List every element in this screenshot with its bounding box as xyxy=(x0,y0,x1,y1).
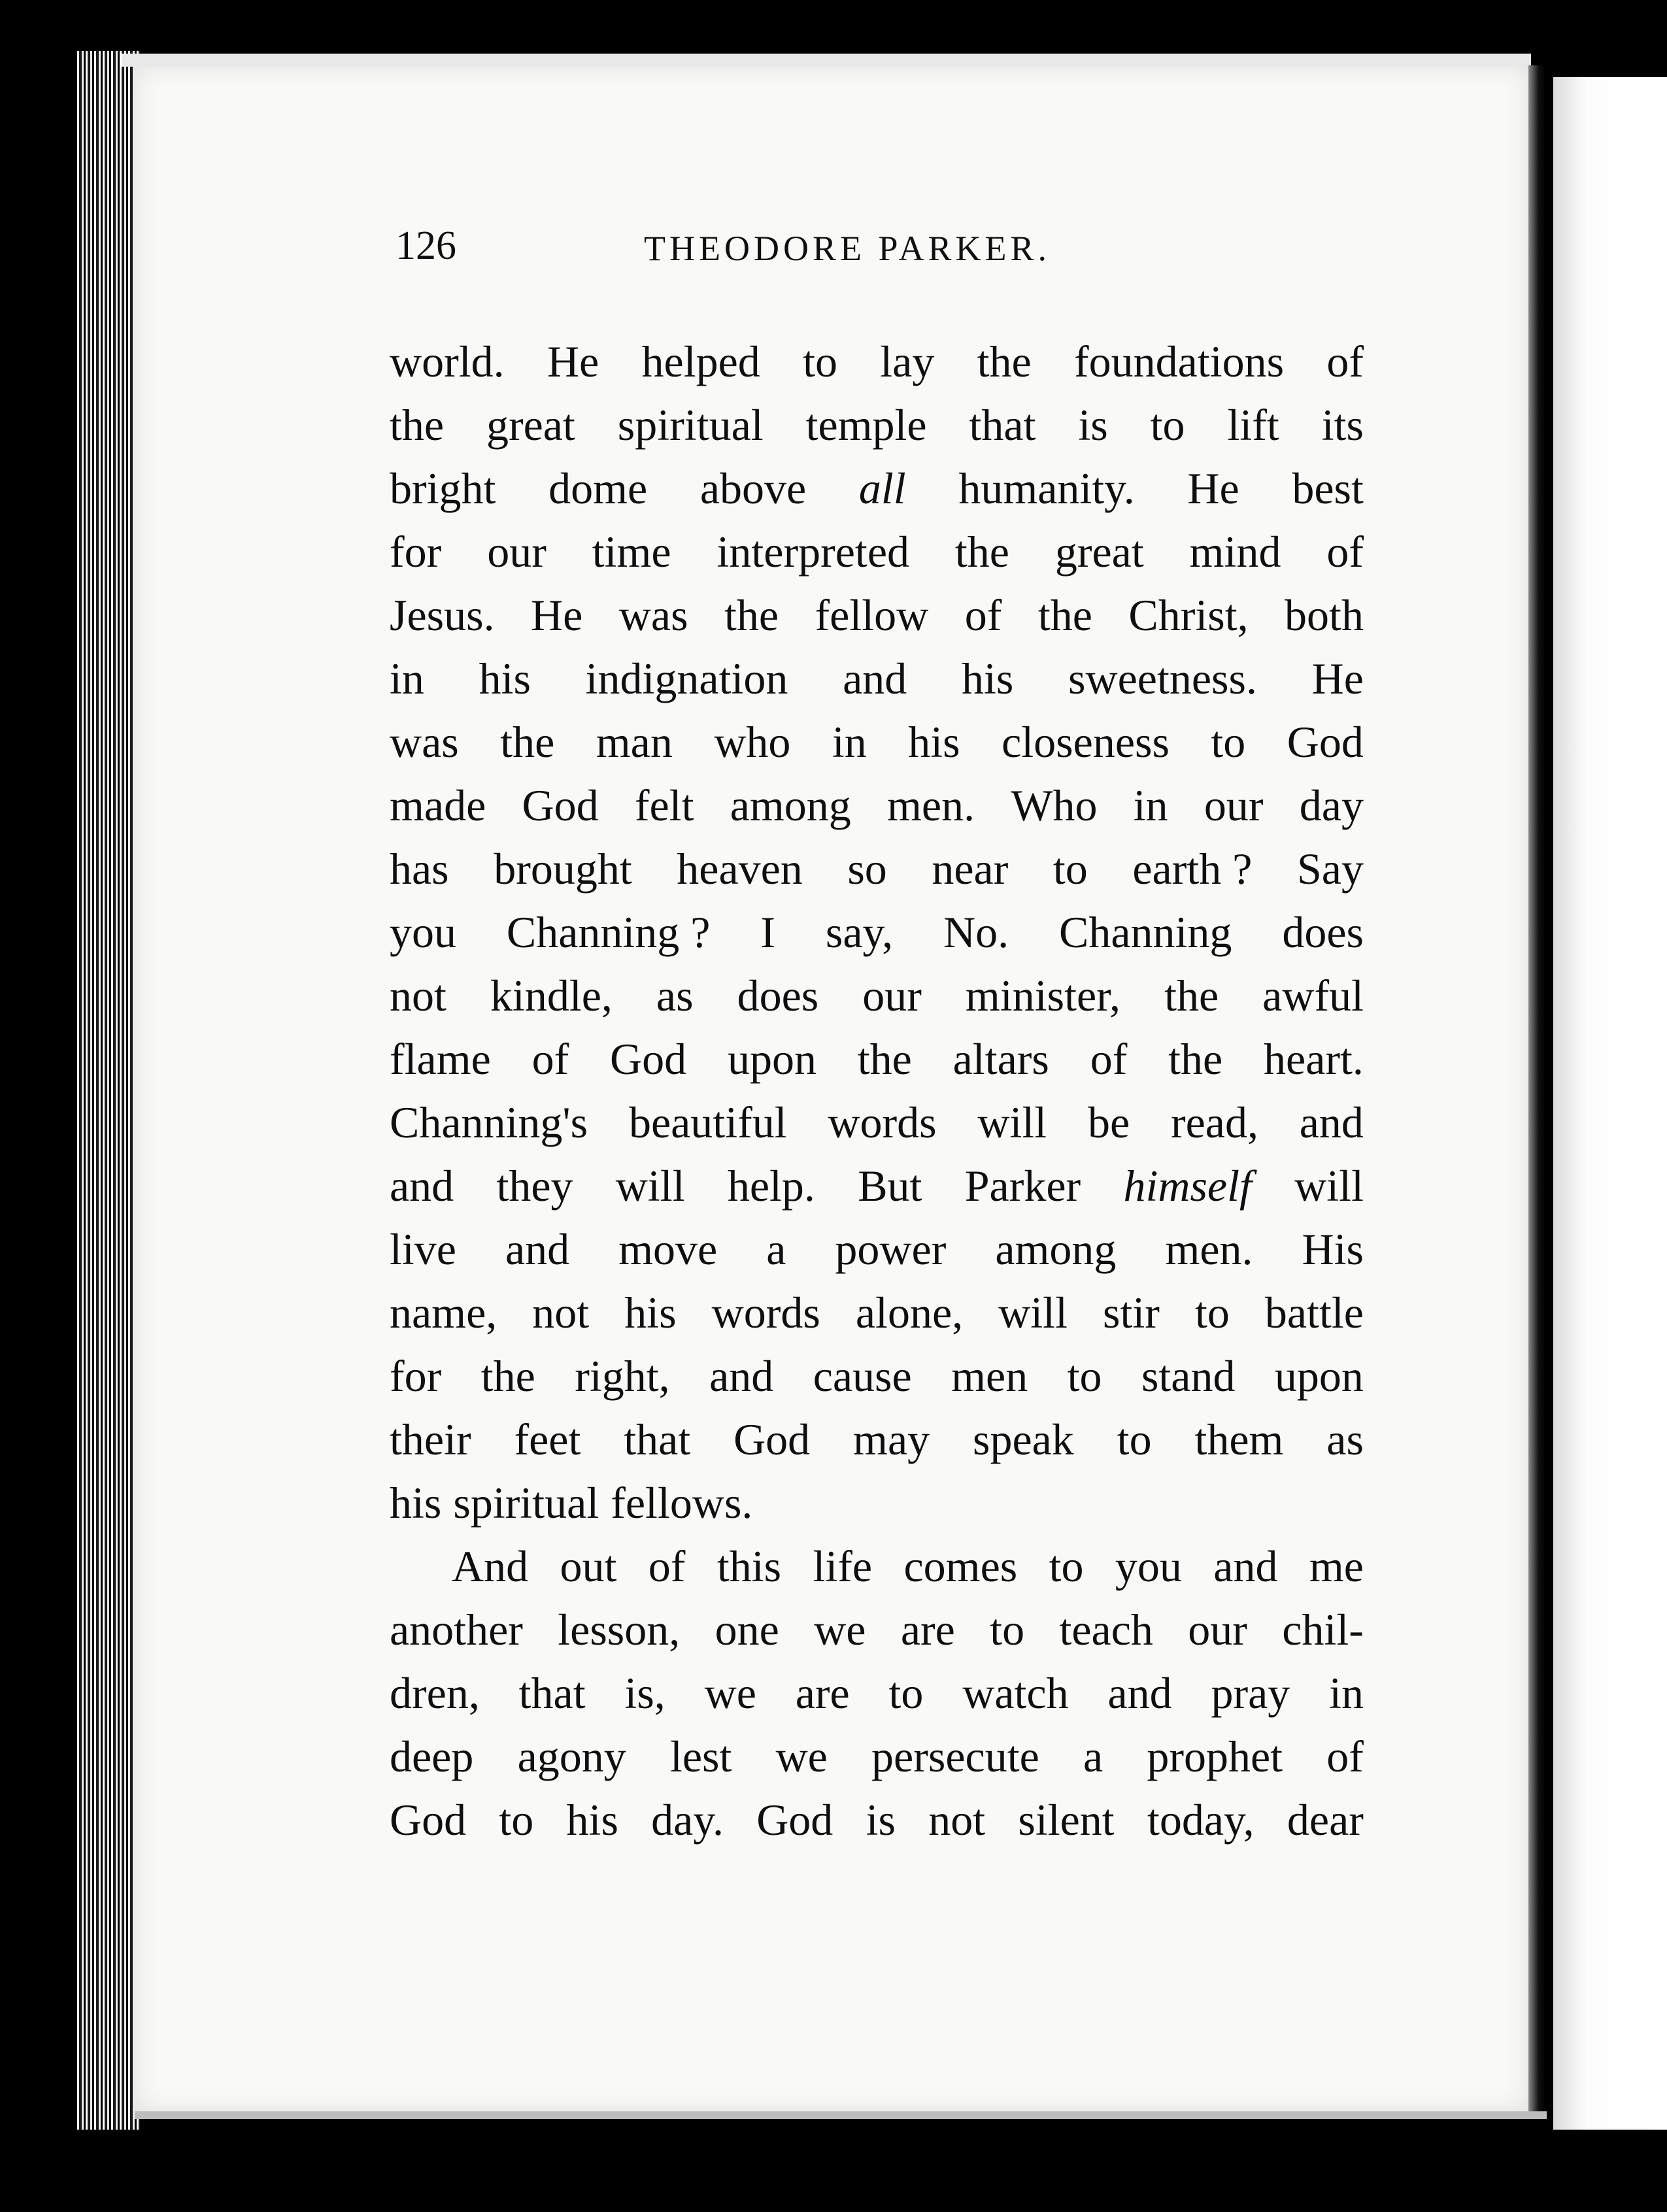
word: flame xyxy=(390,1034,491,1084)
word: not xyxy=(928,1795,986,1845)
word: right, xyxy=(575,1351,670,1401)
word: God xyxy=(1287,717,1364,767)
word: cause xyxy=(813,1351,912,1401)
word: lesson, xyxy=(558,1605,681,1654)
word: awful xyxy=(1262,971,1364,1020)
word: He xyxy=(531,590,583,640)
word: not xyxy=(390,971,446,1020)
paragraph xyxy=(390,1535,1364,1852)
word: indignation xyxy=(585,654,788,703)
word: to xyxy=(1194,1288,1230,1337)
word: to xyxy=(1052,844,1088,894)
word: God xyxy=(610,1034,687,1084)
word: and xyxy=(390,1161,454,1211)
word: in xyxy=(390,654,424,703)
word: helped xyxy=(641,337,760,386)
word: of xyxy=(1326,1732,1364,1781)
word: so xyxy=(847,844,887,894)
word: His xyxy=(1302,1224,1364,1274)
word: minister, xyxy=(965,971,1121,1020)
word: its xyxy=(1321,400,1364,450)
word: to xyxy=(803,337,837,386)
word: heart. xyxy=(1264,1034,1364,1084)
word: and xyxy=(505,1224,570,1274)
word: the xyxy=(1037,590,1092,640)
word: stir xyxy=(1103,1288,1160,1337)
word: Who xyxy=(1011,780,1098,830)
word: to xyxy=(1117,1415,1152,1464)
word: the xyxy=(390,400,445,450)
word: will xyxy=(615,1161,685,1211)
word: will xyxy=(1294,1161,1364,1211)
word: earth ? xyxy=(1132,844,1253,894)
word: altars xyxy=(952,1034,1049,1084)
word: are xyxy=(900,1605,955,1654)
word: kindle, xyxy=(490,971,613,1020)
word: words xyxy=(828,1098,937,1147)
word: read, xyxy=(1170,1098,1258,1147)
word: best xyxy=(1292,463,1364,513)
word: among xyxy=(730,780,851,830)
word: God xyxy=(733,1415,811,1464)
word: men xyxy=(951,1351,1028,1401)
word: humanity. xyxy=(958,463,1135,513)
text-line xyxy=(390,1535,1364,1598)
word: persecute xyxy=(871,1732,1039,1781)
word: made xyxy=(390,780,486,830)
word: fellow xyxy=(815,590,929,640)
word: felt xyxy=(634,780,694,830)
word: may xyxy=(853,1415,930,1464)
word: world. xyxy=(390,337,505,386)
word: deep xyxy=(390,1732,474,1781)
word: to xyxy=(888,1668,924,1718)
word: me xyxy=(1309,1541,1364,1591)
text-line xyxy=(390,1788,1364,1852)
word: dome xyxy=(548,463,648,513)
word: we xyxy=(814,1605,866,1654)
page-number: 126 xyxy=(396,224,456,268)
word: near xyxy=(932,844,1009,894)
word: was xyxy=(618,590,688,640)
word: time xyxy=(592,527,671,577)
text-line xyxy=(390,901,1364,964)
word: them xyxy=(1194,1415,1284,1464)
word: day. xyxy=(651,1795,724,1845)
word: to xyxy=(499,1795,534,1845)
word: dear xyxy=(1287,1795,1364,1845)
word: live xyxy=(390,1224,456,1274)
word: a xyxy=(766,1224,786,1274)
word: to xyxy=(1049,1541,1084,1591)
text-line xyxy=(390,837,1364,901)
word: bright xyxy=(390,463,496,513)
word: great xyxy=(486,400,575,450)
word: Channing xyxy=(1059,907,1232,957)
word: and xyxy=(1213,1541,1278,1591)
word: out xyxy=(560,1541,617,1591)
word: his xyxy=(908,717,960,767)
word: of xyxy=(964,590,1002,640)
word: the xyxy=(1164,971,1219,1020)
word: prophet xyxy=(1147,1732,1283,1781)
text-line xyxy=(390,711,1364,774)
word: teach xyxy=(1059,1605,1153,1654)
word: all xyxy=(858,463,906,513)
word: He xyxy=(547,337,599,386)
word: another xyxy=(390,1605,523,1654)
word: alone, xyxy=(855,1288,964,1337)
word: battle xyxy=(1264,1288,1364,1337)
word: Say xyxy=(1296,844,1364,894)
word: fellows. xyxy=(611,1478,753,1528)
word: God xyxy=(522,780,599,830)
word: the xyxy=(480,1351,535,1401)
word: great xyxy=(1054,527,1144,577)
word: both xyxy=(1285,590,1364,640)
word: stand xyxy=(1141,1351,1236,1401)
word: comes xyxy=(903,1541,1018,1591)
word: his xyxy=(390,1478,442,1528)
text-line xyxy=(390,647,1364,711)
word: He xyxy=(1187,463,1239,513)
word: our xyxy=(862,971,922,1020)
word: upon xyxy=(727,1034,817,1084)
word: are xyxy=(795,1668,850,1718)
word: our xyxy=(1188,1605,1247,1654)
word: move xyxy=(618,1224,718,1274)
word: in xyxy=(1133,780,1168,830)
text-line xyxy=(390,1345,1364,1408)
word: and xyxy=(1107,1668,1172,1718)
word: heaven xyxy=(677,844,803,894)
word: you xyxy=(390,907,456,957)
word: men. xyxy=(887,780,975,830)
word: watch xyxy=(962,1668,1069,1718)
word: No. xyxy=(943,907,1009,957)
body-text xyxy=(390,330,1364,1852)
word: agony xyxy=(517,1732,626,1781)
word: today, xyxy=(1147,1795,1254,1845)
word: and xyxy=(1299,1098,1364,1147)
word: is xyxy=(1078,400,1108,450)
word: above xyxy=(699,463,807,513)
word: men. xyxy=(1165,1224,1253,1274)
word: has xyxy=(390,844,449,894)
word: power xyxy=(835,1224,947,1274)
word: say, xyxy=(825,907,894,957)
word: beautiful xyxy=(628,1098,787,1147)
word: interpreted xyxy=(716,527,909,577)
word: name, xyxy=(390,1288,497,1337)
word: his xyxy=(961,654,1014,703)
word: they xyxy=(496,1161,573,1211)
text-line xyxy=(390,1154,1364,1218)
word: foundations xyxy=(1073,337,1285,386)
word: will xyxy=(977,1098,1047,1147)
word: the xyxy=(857,1034,912,1084)
word: I xyxy=(760,907,776,957)
word: Channing's xyxy=(390,1098,588,1147)
word: we xyxy=(704,1668,756,1718)
word: words xyxy=(711,1288,820,1337)
running-title: THEODORE PARKER. xyxy=(644,229,1051,268)
text-line xyxy=(390,1408,1364,1471)
text-line xyxy=(390,1028,1364,1091)
paragraph xyxy=(390,330,1364,1535)
word: the xyxy=(724,590,779,640)
word: our xyxy=(487,527,547,577)
word: of xyxy=(1090,1034,1128,1084)
word: spiritual xyxy=(617,400,764,450)
word: we xyxy=(775,1732,828,1781)
word: dren, xyxy=(390,1668,480,1718)
text-line xyxy=(390,774,1364,837)
word: as xyxy=(656,971,694,1020)
word: lift xyxy=(1227,400,1279,450)
word: He xyxy=(1311,654,1364,703)
word: Channing ? xyxy=(506,907,711,957)
word: of xyxy=(1326,337,1364,386)
word: Parker xyxy=(964,1161,1081,1211)
word: among xyxy=(995,1224,1117,1274)
word: not xyxy=(532,1288,590,1337)
word: and xyxy=(709,1351,774,1401)
word: of xyxy=(648,1541,686,1591)
word: feet xyxy=(514,1415,581,1464)
word: in xyxy=(832,717,867,767)
text-line xyxy=(390,1598,1364,1662)
word: of xyxy=(1326,527,1364,577)
text-line xyxy=(390,1662,1364,1725)
word: of xyxy=(531,1034,569,1084)
page-bottom-edge xyxy=(135,2111,1547,2119)
word: Jesus. xyxy=(390,590,495,640)
text-line xyxy=(390,1091,1364,1154)
page-edges xyxy=(77,51,140,2130)
word: help. xyxy=(727,1161,815,1211)
facing-page xyxy=(1553,77,1667,2130)
word: his xyxy=(479,654,531,703)
text-line xyxy=(390,1725,1364,1788)
word: man xyxy=(596,717,673,767)
word: a xyxy=(1083,1732,1103,1781)
word: be xyxy=(1087,1098,1130,1147)
word: closeness xyxy=(1002,717,1170,767)
word: speak xyxy=(972,1415,1074,1464)
word: his xyxy=(624,1288,677,1337)
word: to xyxy=(1067,1351,1102,1401)
word: will xyxy=(998,1288,1068,1337)
word: to xyxy=(1211,717,1246,767)
word: upon xyxy=(1274,1351,1364,1401)
word: temple xyxy=(805,400,927,450)
word: lay xyxy=(880,337,935,386)
word: that xyxy=(518,1668,586,1718)
word: chil- xyxy=(1282,1605,1364,1654)
word: their xyxy=(390,1415,471,1464)
word: that xyxy=(969,400,1036,450)
word: God xyxy=(390,1795,467,1845)
word: does xyxy=(1282,907,1364,957)
word: lest xyxy=(669,1732,732,1781)
word: who xyxy=(714,717,791,767)
word: as xyxy=(1326,1415,1364,1464)
word: life xyxy=(813,1541,873,1591)
word: that xyxy=(624,1415,691,1464)
word: for xyxy=(390,527,442,577)
word: the xyxy=(500,717,555,767)
text-line xyxy=(390,584,1364,647)
word: the xyxy=(1168,1034,1223,1084)
word: mind xyxy=(1189,527,1281,577)
text-line xyxy=(390,964,1364,1028)
text-line xyxy=(390,330,1364,394)
word: one xyxy=(715,1605,779,1654)
word: this xyxy=(716,1541,782,1591)
word: And xyxy=(452,1541,529,1591)
word: and xyxy=(843,654,907,703)
word: But xyxy=(858,1161,922,1211)
word: you xyxy=(1115,1541,1182,1591)
word: pray xyxy=(1211,1668,1290,1718)
word: for xyxy=(390,1351,442,1401)
word: sweetness. xyxy=(1068,654,1257,703)
word: God xyxy=(756,1795,834,1845)
word: spiritual xyxy=(453,1478,599,1528)
text-line xyxy=(390,1281,1364,1345)
word: his xyxy=(566,1795,618,1845)
word: is, xyxy=(624,1668,665,1718)
word: the xyxy=(954,527,1009,577)
word: himself xyxy=(1123,1161,1252,1211)
text-line xyxy=(390,1471,1364,1535)
word: day xyxy=(1299,780,1364,830)
word: Christ, xyxy=(1128,590,1249,640)
binding-gutter xyxy=(1528,65,1545,2111)
text-line xyxy=(390,1218,1364,1281)
word: to xyxy=(1150,400,1185,450)
word: our xyxy=(1204,780,1264,830)
word: is xyxy=(866,1795,896,1845)
word: does xyxy=(737,971,819,1020)
word: in xyxy=(1329,1668,1364,1718)
word: silent xyxy=(1018,1795,1115,1845)
word: brought xyxy=(494,844,632,894)
text-line xyxy=(390,394,1364,457)
word: the xyxy=(977,337,1032,386)
text-line xyxy=(390,457,1364,520)
word: to xyxy=(990,1605,1025,1654)
word: was xyxy=(390,717,459,767)
text-line xyxy=(390,520,1364,584)
